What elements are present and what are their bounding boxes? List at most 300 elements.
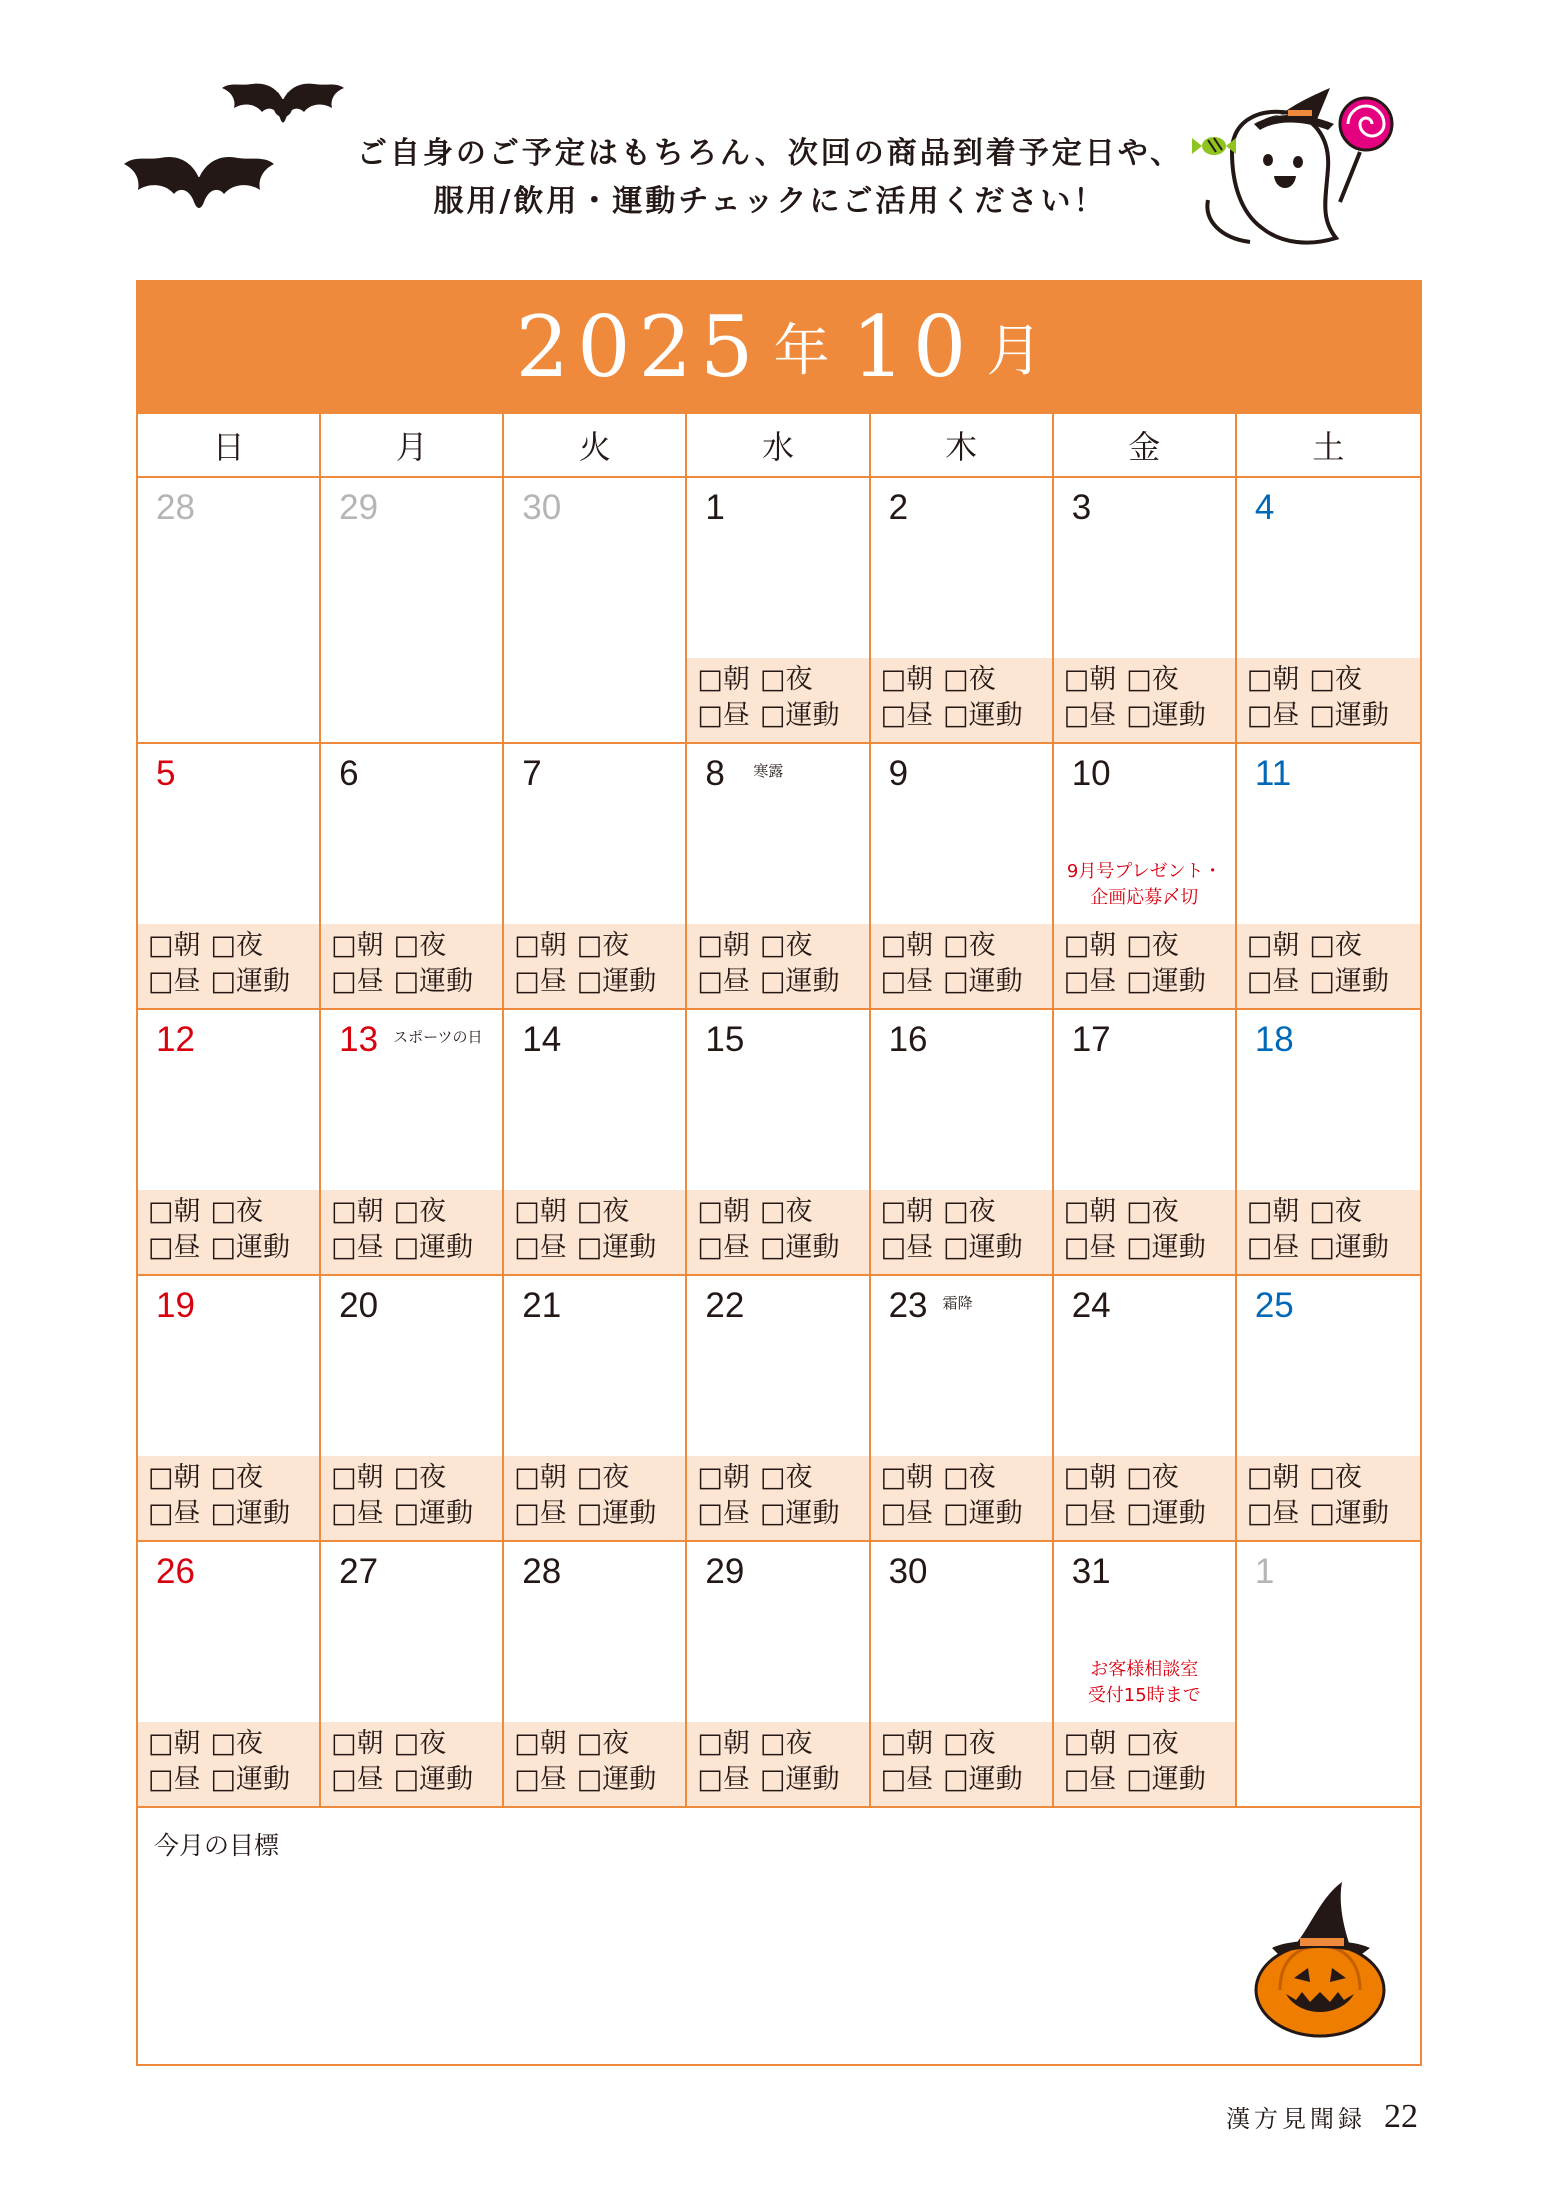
daily-checklist (504, 1456, 685, 1540)
checklist-row (331, 964, 502, 1000)
check-morning[interactable]: □朝 (1063, 1196, 1117, 1227)
day-number: 12 (156, 1020, 195, 1059)
weekday-wed: 水 (687, 414, 870, 476)
checklist-row (148, 1194, 319, 1230)
check-morning[interactable]: □朝 (331, 1196, 384, 1227)
calendar-month: 10 (851, 298, 975, 396)
checklist-row (1247, 928, 1420, 964)
check-noon[interactable]: □昼 (697, 966, 750, 997)
checklist-row (881, 928, 1052, 964)
day-cell (1237, 1010, 1420, 1276)
day-cell (687, 1276, 870, 1542)
checklist-row (331, 1194, 502, 1230)
day-number: 26 (156, 1552, 195, 1591)
check-noon[interactable]: □昼 (514, 1232, 567, 1263)
day-cell (1237, 744, 1420, 1010)
check-noon[interactable]: □昼 (514, 966, 567, 997)
day-number: 19 (156, 1286, 195, 1325)
check-noon[interactable]: □昼 (1063, 700, 1117, 731)
checklist-row (881, 1726, 1052, 1762)
check-noon[interactable]: □昼 (1063, 1764, 1117, 1795)
day-note-line: 9月号プレゼント・ (1066, 861, 1222, 882)
day-annotation: 霜降 (942, 1294, 973, 1312)
day-number: 31 (1071, 1552, 1111, 1591)
day-cell (138, 478, 321, 744)
checklist-row (1064, 698, 1235, 734)
checklist-row (1247, 1230, 1420, 1266)
daily-checklist (504, 924, 685, 1008)
check-morning[interactable]: □朝 (697, 1462, 750, 1493)
checklist-row (148, 1726, 319, 1762)
checklist-row (881, 1230, 1052, 1266)
check-noon[interactable]: □昼 (880, 1232, 934, 1263)
day-number: 8 (705, 754, 725, 793)
check-night[interactable]: □夜 (943, 1462, 996, 1493)
checklist-row (331, 1460, 502, 1496)
day-cell (321, 1542, 504, 1808)
day-number: 13 (339, 1020, 379, 1059)
check-noon[interactable]: □昼 (1063, 1232, 1117, 1263)
day-cell (321, 1276, 504, 1542)
day-number: 9 (888, 754, 909, 793)
checklist-row (514, 964, 685, 1000)
checklist-row (881, 964, 1052, 1000)
check-noon[interactable]: □昼 (1246, 1232, 1300, 1263)
day-cell (1054, 1010, 1237, 1276)
check-noon[interactable]: □昼 (697, 700, 750, 731)
checklist-row (514, 1460, 685, 1496)
check-night[interactable]: □夜 (210, 930, 264, 961)
check-night[interactable]: □夜 (759, 1196, 813, 1227)
checklist-row (1064, 1194, 1235, 1230)
day-cell (871, 1276, 1054, 1542)
checklist-row (1247, 1194, 1420, 1230)
checklist-row (697, 1460, 868, 1496)
check-noon[interactable]: □昼 (331, 1498, 384, 1529)
check-exercise[interactable]: □運動 (943, 1498, 1023, 1529)
calendar-year: 2025 (515, 298, 762, 396)
check-exercise[interactable]: □運動 (393, 1232, 474, 1263)
check-exercise[interactable]: □運動 (1309, 1232, 1389, 1263)
check-night[interactable]: □夜 (1309, 1196, 1362, 1227)
check-noon[interactable]: □昼 (697, 1498, 750, 1529)
check-morning[interactable]: □朝 (880, 930, 934, 961)
check-exercise[interactable]: □運動 (759, 966, 840, 997)
checklist-row (881, 1496, 1052, 1532)
day-number: 18 (1254, 1020, 1294, 1059)
day-number: 28 (522, 1552, 562, 1591)
check-night[interactable]: □夜 (393, 1196, 447, 1227)
day-number: 3 (1071, 488, 1092, 527)
daily-checklist (1237, 658, 1420, 742)
check-noon[interactable]: □昼 (880, 966, 934, 997)
check-exercise[interactable]: □運動 (759, 1232, 840, 1263)
check-morning[interactable]: □朝 (514, 930, 567, 961)
day-note-line: 受付15時まで (1087, 1685, 1201, 1706)
check-morning[interactable]: □朝 (331, 930, 384, 961)
checklist-row (514, 1496, 685, 1532)
checklist-row (1247, 1460, 1420, 1496)
day-number: 2 (888, 488, 909, 527)
daily-checklist (1054, 1456, 1235, 1540)
check-night[interactable]: □夜 (576, 1196, 630, 1227)
check-morning[interactable]: □朝 (880, 664, 934, 695)
daily-checklist (138, 1190, 319, 1274)
ghost-icon (1190, 82, 1400, 262)
daily-checklist (138, 924, 319, 1008)
check-exercise[interactable]: □運動 (210, 1764, 291, 1795)
check-exercise[interactable]: □運動 (393, 966, 474, 997)
daily-checklist (687, 924, 868, 1008)
calendar-month-unit: 月 (986, 319, 1043, 384)
check-noon[interactable]: □昼 (148, 966, 201, 997)
day-cell (321, 744, 504, 1010)
check-night[interactable]: □夜 (1309, 1462, 1362, 1493)
checklist-row (697, 1194, 868, 1230)
check-night[interactable]: □夜 (576, 930, 630, 961)
day-cell (1237, 1276, 1420, 1542)
checklist-row (881, 1194, 1052, 1230)
check-night[interactable]: □夜 (943, 1196, 996, 1227)
day-cell (1237, 478, 1420, 744)
check-morning[interactable]: □朝 (880, 1728, 934, 1759)
check-morning[interactable]: □朝 (697, 664, 750, 695)
check-exercise[interactable]: □運動 (576, 966, 657, 997)
check-morning[interactable]: □朝 (697, 1728, 750, 1759)
checklist-row (148, 1762, 319, 1798)
day-cell (1237, 1542, 1420, 1808)
check-night[interactable]: □夜 (943, 930, 996, 961)
check-night[interactable]: □夜 (759, 664, 813, 695)
check-morning[interactable]: □朝 (148, 1728, 201, 1759)
calendar-grid (138, 478, 1420, 1808)
check-exercise[interactable]: □運動 (576, 1764, 657, 1795)
check-morning[interactable]: □朝 (514, 1462, 567, 1493)
check-noon[interactable]: □昼 (880, 1498, 934, 1529)
intro-line-2: 服用/飲用・運動チェックにご活用ください！ (433, 184, 1107, 219)
check-noon[interactable]: □昼 (148, 1764, 201, 1795)
day-number: 1 (705, 488, 725, 527)
check-noon[interactable]: □昼 (697, 1764, 750, 1795)
checklist-row (331, 1230, 502, 1266)
day-cell (504, 478, 687, 744)
day-cell (321, 478, 504, 744)
daily-checklist (871, 658, 1052, 742)
check-exercise[interactable]: □運動 (1126, 1764, 1206, 1795)
check-morning[interactable]: □朝 (1063, 930, 1117, 961)
checklist-row (1247, 698, 1420, 734)
checklist-row (1247, 662, 1420, 698)
check-noon[interactable]: □昼 (331, 966, 384, 997)
daily-checklist (1054, 1722, 1235, 1806)
daily-checklist (504, 1190, 685, 1274)
check-exercise[interactable]: □運動 (759, 1764, 840, 1795)
check-exercise[interactable]: □運動 (943, 966, 1023, 997)
checklist-row (148, 1496, 319, 1532)
checklist-row (331, 1496, 502, 1532)
day-cell (1054, 1276, 1237, 1542)
day-number: 30 (522, 488, 562, 527)
day-number: 17 (1071, 1020, 1111, 1059)
checklist-row (1064, 1230, 1235, 1266)
check-exercise[interactable]: □運動 (1126, 700, 1206, 731)
check-exercise[interactable]: □運動 (1126, 966, 1206, 997)
check-exercise[interactable]: □運動 (943, 1232, 1023, 1263)
check-exercise[interactable]: □運動 (576, 1498, 657, 1529)
publication-name: 漢方見聞録 (1226, 2105, 1366, 2133)
daily-checklist (138, 1456, 319, 1540)
daily-checklist (687, 1456, 868, 1540)
day-cell (504, 1542, 687, 1808)
calendar-year-unit: 年 (773, 319, 830, 384)
checklist-row (331, 1726, 502, 1762)
check-noon[interactable]: □昼 (880, 700, 934, 731)
check-noon[interactable]: □昼 (331, 1764, 384, 1795)
checklist-row (697, 1230, 868, 1266)
day-note (1054, 859, 1235, 911)
checklist-row (1064, 1726, 1235, 1762)
check-morning[interactable]: □朝 (331, 1462, 384, 1493)
check-morning[interactable]: □朝 (148, 930, 201, 961)
checklist-row (1064, 1460, 1235, 1496)
check-morning[interactable]: □朝 (148, 1462, 201, 1493)
check-noon[interactable]: □昼 (880, 1764, 934, 1795)
check-morning[interactable]: □朝 (514, 1728, 567, 1759)
weekday-sun: 日 (138, 414, 321, 476)
day-cell (1054, 478, 1237, 744)
check-night[interactable]: □夜 (393, 1462, 447, 1493)
daily-checklist (1054, 1190, 1235, 1274)
check-exercise[interactable]: □運動 (210, 966, 291, 997)
day-number: 14 (522, 1020, 562, 1059)
checklist-row (881, 698, 1052, 734)
checklist-row (881, 1762, 1052, 1798)
page-footer (1226, 2098, 1418, 2136)
check-night[interactable]: □夜 (1126, 1196, 1179, 1227)
weekday-fri: 金 (1054, 414, 1237, 476)
day-number: 10 (1071, 754, 1111, 793)
bat-icon (222, 78, 344, 138)
check-night[interactable]: □夜 (210, 1196, 264, 1227)
check-exercise[interactable]: □運動 (1309, 1498, 1389, 1529)
day-note (1054, 1657, 1235, 1709)
bat-icon (124, 150, 274, 226)
daily-checklist (1237, 924, 1420, 1008)
check-exercise[interactable]: □運動 (393, 1764, 474, 1795)
check-night[interactable]: □夜 (1309, 930, 1362, 961)
day-number: 15 (705, 1020, 745, 1059)
check-exercise[interactable]: □運動 (210, 1498, 291, 1529)
weekday-mon: 月 (321, 414, 504, 476)
check-night[interactable]: □夜 (1126, 1728, 1179, 1759)
day-cell (687, 478, 870, 744)
day-number: 23 (888, 1286, 928, 1325)
checklist-row (697, 1496, 868, 1532)
check-noon[interactable]: □昼 (148, 1498, 201, 1529)
daily-checklist (871, 924, 1052, 1008)
day-cell (687, 744, 870, 1010)
check-night[interactable]: □夜 (759, 930, 813, 961)
check-morning[interactable]: □朝 (148, 1196, 201, 1227)
checklist-row (514, 1230, 685, 1266)
checklist-row (514, 1762, 685, 1798)
weekday-tue: 火 (504, 414, 687, 476)
check-noon[interactable]: □昼 (697, 1232, 750, 1263)
daily-checklist (1237, 1190, 1420, 1274)
check-morning[interactable]: □朝 (697, 930, 750, 961)
day-cell (321, 1010, 504, 1276)
daily-checklist (321, 1456, 502, 1540)
day-cell (138, 744, 321, 1010)
day-number: 25 (1254, 1286, 1294, 1325)
check-exercise[interactable]: □運動 (210, 1232, 291, 1263)
check-night[interactable]: □夜 (759, 1462, 813, 1493)
checklist-row (148, 964, 319, 1000)
check-morning[interactable]: □朝 (1063, 664, 1117, 695)
checklist-row (697, 964, 868, 1000)
day-cell (504, 744, 687, 1010)
day-number: 16 (888, 1020, 928, 1059)
check-night[interactable]: □夜 (393, 1728, 447, 1759)
weekday-sat: 土 (1312, 428, 1345, 466)
check-night[interactable]: □夜 (393, 930, 447, 961)
check-exercise[interactable]: □運動 (1126, 1232, 1206, 1263)
check-morning[interactable]: □朝 (514, 1196, 567, 1227)
day-cell (871, 1542, 1054, 1808)
checklist-row (697, 1762, 868, 1798)
checklist-row (697, 928, 868, 964)
check-morning[interactable]: □朝 (1063, 1728, 1117, 1759)
check-morning[interactable]: □朝 (1246, 664, 1300, 695)
checklist-row (331, 1762, 502, 1798)
day-number: 6 (339, 754, 359, 793)
checklist-row (697, 1726, 868, 1762)
check-night[interactable]: □夜 (1126, 1462, 1179, 1493)
check-noon[interactable]: □昼 (514, 1498, 567, 1529)
check-night[interactable]: □夜 (1309, 664, 1362, 695)
checklist-row (881, 662, 1052, 698)
check-exercise[interactable]: □運動 (1309, 966, 1389, 997)
day-note-line: 企画応募〆切 (1090, 887, 1199, 908)
check-noon[interactable]: □昼 (148, 1232, 201, 1263)
check-morning[interactable]: □朝 (1246, 1462, 1300, 1493)
weekday-thu: 木 (871, 414, 1054, 476)
monthly-goal-area (138, 1808, 1420, 2074)
checklist-row (881, 1460, 1052, 1496)
check-noon[interactable]: □昼 (1246, 966, 1300, 997)
check-noon[interactable]: □昼 (331, 1232, 384, 1263)
checklist-row (697, 698, 868, 734)
check-night[interactable]: □夜 (576, 1462, 630, 1493)
daily-checklist (138, 1722, 319, 1806)
jack-o-lantern-icon (1250, 1878, 1390, 2038)
check-exercise[interactable]: □運動 (943, 1764, 1023, 1795)
day-number: 7 (522, 754, 542, 793)
checklist-row (514, 1726, 685, 1762)
check-morning[interactable]: □朝 (331, 1728, 384, 1759)
day-cell (871, 478, 1054, 744)
check-exercise[interactable]: □運動 (1309, 700, 1389, 731)
check-morning[interactable]: □朝 (880, 1462, 934, 1493)
check-night[interactable]: □夜 (943, 664, 996, 695)
check-night[interactable]: □夜 (943, 1728, 996, 1759)
check-night[interactable]: □夜 (1126, 930, 1179, 961)
day-number: 22 (705, 1286, 745, 1325)
check-noon[interactable]: □昼 (1246, 700, 1300, 731)
check-exercise[interactable]: □運動 (1126, 1498, 1206, 1529)
day-cell (1054, 744, 1237, 1010)
check-noon[interactable]: □昼 (1063, 1498, 1117, 1529)
check-night[interactable]: □夜 (759, 1728, 813, 1759)
day-cell (504, 1010, 687, 1276)
day-cell (138, 1542, 321, 1808)
daily-checklist (687, 1190, 868, 1274)
daily-checklist (504, 1722, 685, 1806)
daily-checklist (321, 1722, 502, 1806)
check-morning[interactable]: □朝 (1063, 1462, 1117, 1493)
checklist-row (697, 662, 868, 698)
day-number: 4 (1254, 488, 1275, 527)
check-night[interactable]: □夜 (576, 1728, 630, 1759)
day-note-line: お客様相談室 (1090, 1659, 1199, 1680)
check-exercise[interactable]: □運動 (759, 1498, 840, 1529)
check-night[interactable]: □夜 (1126, 664, 1179, 695)
daily-checklist (871, 1456, 1052, 1540)
day-cell (687, 1010, 870, 1276)
checklist-row (514, 1194, 685, 1230)
day-number: 21 (522, 1286, 562, 1325)
check-exercise[interactable]: □運動 (393, 1498, 474, 1529)
check-noon[interactable]: □昼 (514, 1764, 567, 1795)
day-cell (871, 1010, 1054, 1276)
checklist-row (1247, 964, 1420, 1000)
day-number: 1 (1254, 1552, 1275, 1591)
checklist-row (331, 928, 502, 964)
check-noon[interactable]: □昼 (1063, 966, 1117, 997)
page-number: 22 (1384, 2098, 1418, 2135)
intro-line-1: ご自身のご予定はもちろん、次回の商品到着予定日や、 (356, 136, 1184, 171)
check-noon[interactable]: □昼 (1246, 1498, 1300, 1529)
day-annotation: スポーツの日 (393, 1028, 483, 1046)
day-cell (871, 744, 1054, 1010)
check-morning[interactable]: □朝 (1246, 930, 1300, 961)
monthly-goal-label: 今月の目標 (154, 1831, 280, 1860)
check-morning[interactable]: □朝 (1246, 1196, 1300, 1227)
check-morning[interactable]: □朝 (880, 1196, 934, 1227)
check-morning[interactable]: □朝 (697, 1196, 750, 1227)
calendar (136, 280, 1422, 2066)
check-night[interactable]: □夜 (210, 1462, 264, 1493)
lollipop-icon (1340, 98, 1392, 202)
checklist-row (148, 1460, 319, 1496)
day-cell (687, 1542, 870, 1808)
check-exercise[interactable]: □運動 (576, 1232, 657, 1263)
daily-checklist (321, 1190, 502, 1274)
day-annotation: 寒露 (753, 762, 784, 780)
checklist-row (514, 928, 685, 964)
check-night[interactable]: □夜 (210, 1728, 264, 1759)
daily-checklist (1237, 1456, 1420, 1540)
checklist-row (148, 1230, 319, 1266)
day-number: 5 (156, 754, 176, 793)
checklist-row (148, 928, 319, 964)
day-number: 24 (1071, 1286, 1111, 1325)
check-exercise[interactable]: □運動 (943, 700, 1023, 731)
calendar-header (138, 282, 1420, 414)
daily-checklist (1054, 924, 1235, 1008)
day-number: 11 (1254, 754, 1292, 793)
check-exercise[interactable]: □運動 (759, 700, 840, 731)
